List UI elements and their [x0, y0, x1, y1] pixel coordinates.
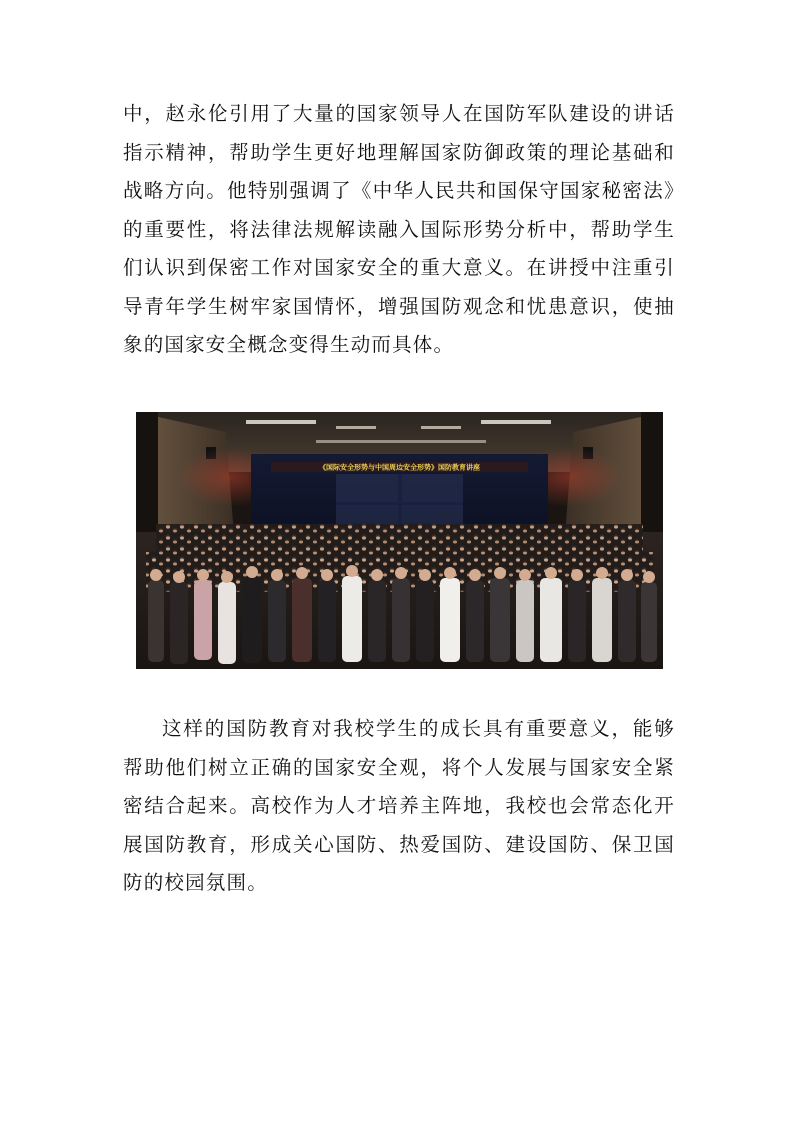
banner-text: 《国际安全形势与中国周边安全形势》国防教育讲座	[319, 463, 480, 472]
group-photo	[136, 412, 663, 669]
body-paragraph: 这样的国防教育对我校学生的成长具有重要意义，能够帮助他们树立正确的国家安全观，将个人发展与国家安全紧密结合起来。高校作为人才培养主阵地，我校也会常态化开展国防教育，形成关心国防、热爱国防、建设国防、保卫国防的校园氛围。	[123, 717, 675, 894]
body-paragraph: 中，赵永伦引用了大量的国家领导人在国防军队建设的讲话指示精神，帮助学生更好地理解国家防御政策的理论基础和战略方向。他特别强调了《中华人民共和国保守国家秘密法》的重要性，将法律法规解读融入国际形势分析中，帮助学生们认识到保密工作对国家安全的重大意义。在讲授中注重引导青年学生树牢家国情怀，增强国防观念和忧患意识，使抽象的国家安全概念变得生动而具体。	[123, 102, 675, 356]
